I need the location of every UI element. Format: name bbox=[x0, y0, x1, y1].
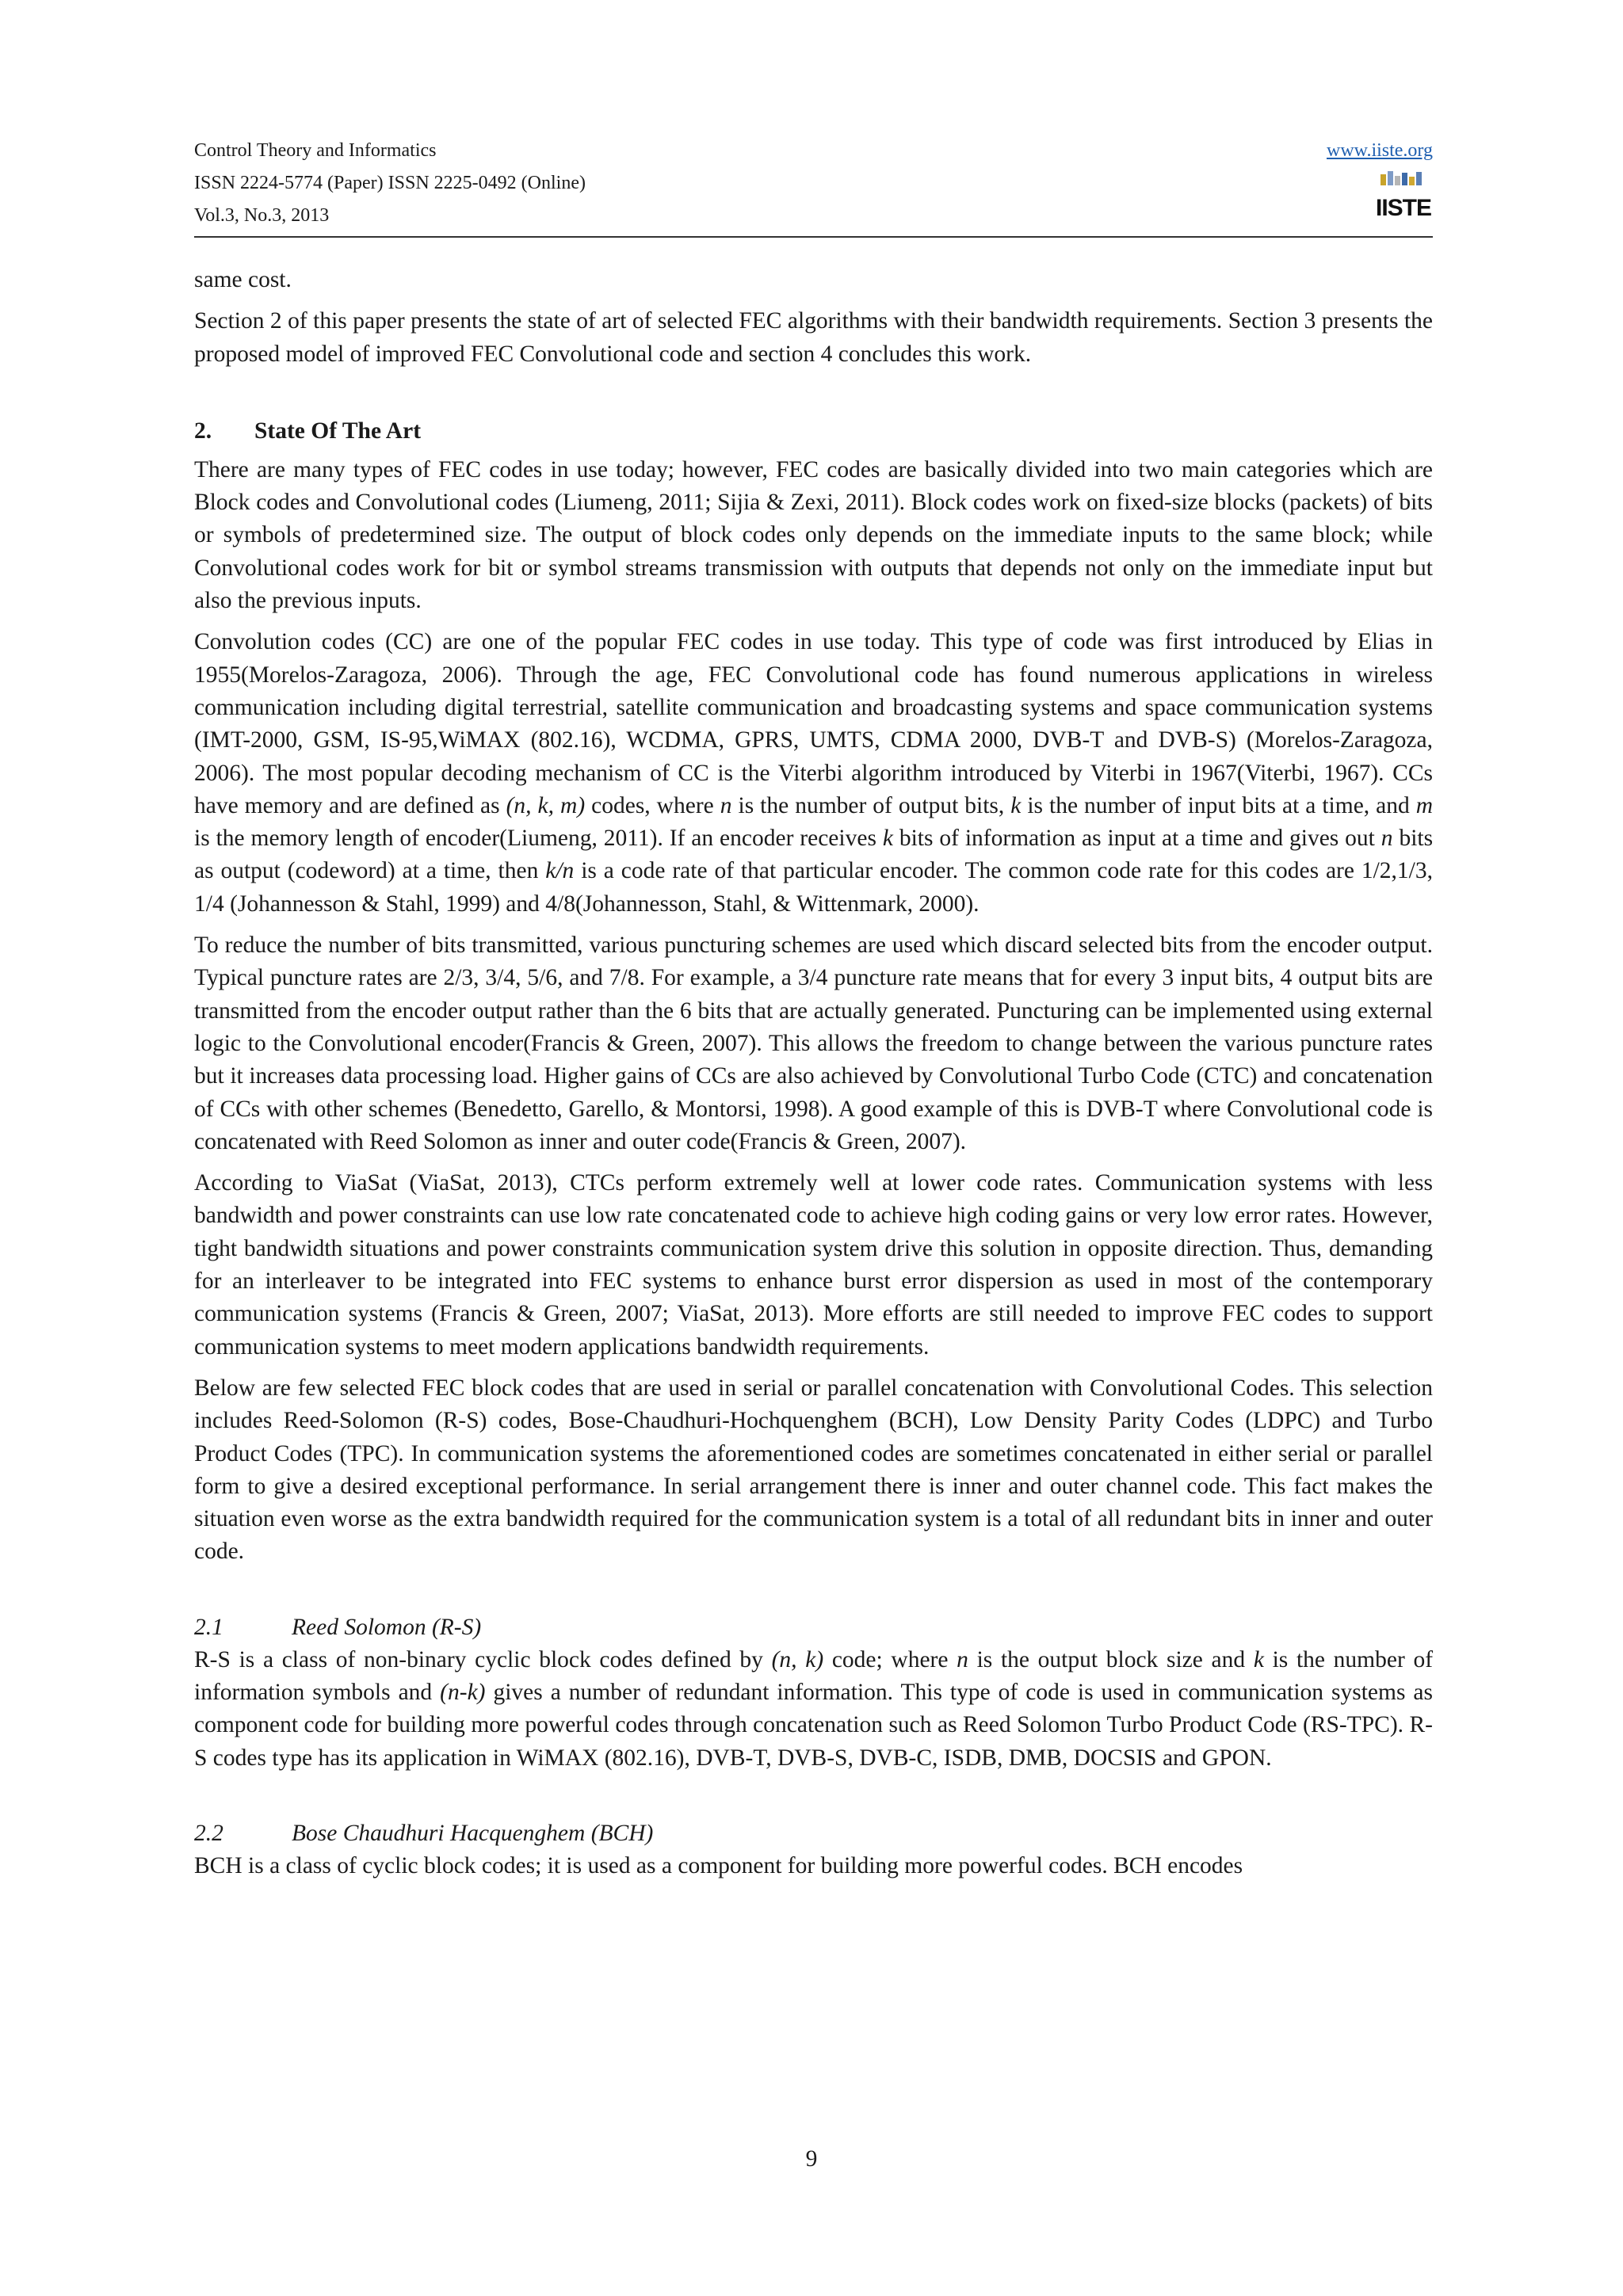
section-2-heading bbox=[194, 415, 1433, 448]
subsection-title: Reed Solomon (R-S) bbox=[292, 1614, 482, 1640]
intro-fragment: same cost. bbox=[194, 267, 292, 292]
subsection-number: 2.1 bbox=[194, 1614, 223, 1640]
subsection-number: 2.2 bbox=[194, 1820, 223, 1846]
paragraph-bch: BCH is a class of cyclic block codes; it is used as a component for building more powerful codes. BCH encodes bbox=[194, 1852, 1243, 1878]
paragraph-convolution-codes: Convolution codes (CC) are one of the popular FEC codes in use today. This type of code was first introduced by Elias in 1955(Morelos-Zaragoza, 2006). Through the age, FEC Convolutional code has found numerous applications in wireless communication including digital terrestrial, satellite communication and broadcasting systems and space communication systems (IMT-2000, GSM, IS-95,WiMAX (802.16), WCDMA, GPRS, UMTS, CDMA 2000, DVB-T and DVB-S) (Morelos-Zaragoza, 2006). The most popular decoding mechanism of CC is the Viterbi algorithm introduced by Viterbi in 1967(Viterbi, 1967). CCs have memory and are defined as (n, k, m) codes, where n is the number of output bits, k is the number of input bits at a time, and m is the memory length of encoder(Liumeng, 2011). If an encoder receives k bits of information as input at a time and gives out n bits as output (codeword) at a time, then k/n is a code rate of that particular encoder. The common code rate for this codes are 1/2,1/3, 1/4 (Johannesson & Stahl, 1999) and 4/8(Johannesson, Stahl, & Wittenmark, 2000). bbox=[194, 629, 1434, 917]
paragraph-reed-solomon: R-S is a class of non-binary cyclic block codes defined by (n, k) code; where n is the output block size and k is the number of information symbols and (n-k) gives a number of redundant information. This type of code is used in communication systems as component code for building more powerful codes through concatenation such as Reed Solomon Turbo Product Code (RS-TPC). R-S codes type has its application in WiMAX (802.16), DVB-T, DVB-S, DVB-C, ISDB, DMB, DOCSIS and GPON. bbox=[194, 1646, 1434, 1771]
journal-volume: Vol.3, No.3, 2013 bbox=[194, 205, 330, 226]
intro-outline: Section 2 of this paper presents the state of art of selected FEC algorithms with their bandwidth requirements. Section 3 presents the proposed model of improved FEC Convolutional code and section 4 concludes this work. bbox=[194, 308, 1433, 367]
iiste-logo bbox=[1375, 170, 1432, 223]
paragraph-fec-types: There are many types of FEC codes in use today; however, FEC codes are basically divided into two main categories which are Block codes and Convolutional codes (Liumeng, 2011; Sijia & Zexi, 2011). Block codes work on fixed-size blocks (packets) of bits or symbols of predetermined size. The output of block codes only depends on the immediate inputs to the same block; while Convolutional codes work for bit or symbol streams transmission with outputs that depends not only on the immediate input but also the previous inputs. bbox=[194, 456, 1433, 614]
header-rule bbox=[194, 236, 1433, 238]
svg-text:IISTE: IISTE bbox=[1375, 195, 1432, 221]
section-number: 2. bbox=[194, 418, 212, 444]
article-body bbox=[194, 264, 1433, 1882]
subsection-title: Bose Chaudhuri Hacquenghem (BCH) bbox=[292, 1820, 654, 1846]
journal-url-link[interactable]: www.iiste.org bbox=[1327, 140, 1433, 161]
journal-info bbox=[194, 135, 1433, 232]
journal-title: Control Theory and Informatics bbox=[194, 140, 437, 161]
subsection-2-2-heading bbox=[194, 1817, 1433, 1850]
journal-header bbox=[194, 135, 1433, 228]
journal-issn: ISSN 2224-5774 (Paper) ISSN 2225-0492 (Online) bbox=[194, 173, 586, 193]
section-title: State Of The Art bbox=[254, 418, 422, 444]
page bbox=[194, 135, 1434, 1878]
subsection-2-1-heading bbox=[194, 1611, 1433, 1644]
paragraph-viasat: According to ViaSat (ViaSat, 2013), CTCs perform extremely well at lower code rates. Communication systems with less bandwidth and power constraints can use low rate concatenated code to achieve high coding gains or very low error rates. However, tight bandwidth situations and power constraints communication system drive this solution in opposite direction. Thus, demanding for an interleaver to be integrated into FEC systems to enhance burst error dispersion as used in most of the contemporary communication systems (Francis & Green, 2007; ViaSat, 2013). More efforts are still needed to improve FEC codes to support communication systems to meet modern applications bandwidth requirements. bbox=[194, 1170, 1433, 1360]
paragraph-puncturing: To reduce the number of bits transmitted, various puncturing schemes are used which discard selected bits from the encoder output. Typical puncture rates are 2/3, 3/4, 5/6, and 7/8. For example, a 3/4 puncture rate means that for every 3 input bits, 4 output bits are transmitted from the encoder output rather than the 6 bits that are actually generated. Puncturing can be implemented using external logic to the Convolutional encoder(Francis & Green, 2007). This allows the freedom to change between the various puncture rates but it increases data processing load. Higher gains of CCs are also achieved by Convolutional Turbo Code (CTC) and concatenation of CCs with other schemes (Benedetto, Garello, & Montorsi, 1998). A good example of this is DVB-T where Convolutional code is concatenated with Reed Solomon as inner and outer code(Francis & Green, 2007). bbox=[194, 933, 1433, 1154]
page-number: 9 bbox=[805, 2146, 818, 2172]
paragraph-block-codes: Below are few selected FEC block codes that are used in serial or parallel concatenation with Convolutional Codes. This selection includes Reed-Solomon (R-S) codes, Bose-Chaudhuri-Hochquenghem (BCH), Low Density Parity Codes (LDPC) and Turbo Product Codes (TPC). In communication systems the aforementioned codes are sometimes concatenated in either serial or parallel form to give a desired exceptional performance. In serial arrangement there is inner and outer channel code. This fact makes the situation even worse as the extra bandwidth required for the communication system is a total of all redundant bits in inner and outer code. bbox=[194, 1375, 1433, 1565]
